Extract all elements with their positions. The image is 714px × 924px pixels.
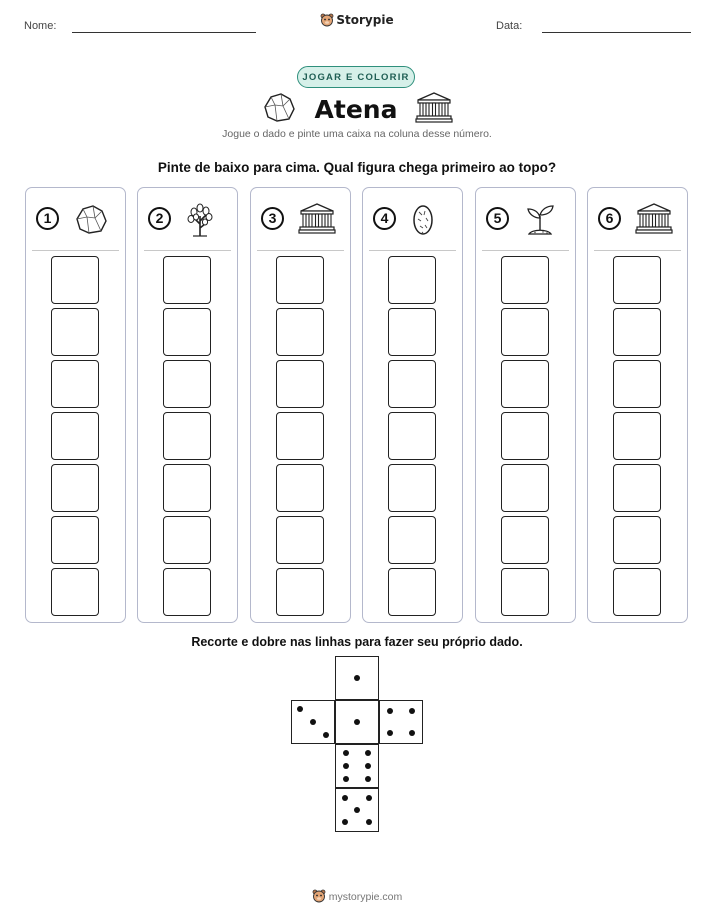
color-box[interactable] [51,464,99,512]
color-box[interactable] [163,308,211,356]
die-pip [409,708,415,714]
color-box[interactable] [51,256,99,304]
color-box[interactable] [163,360,211,408]
color-box[interactable] [388,412,436,460]
die-pip [354,675,360,681]
color-box[interactable] [501,360,549,408]
die-pip [342,819,348,825]
column-5 [475,187,576,623]
die-pip [366,795,372,801]
column-number: 2 [148,207,171,230]
color-box[interactable] [51,308,99,356]
column-2 [137,187,238,623]
color-box[interactable] [276,256,324,304]
die-pip [365,750,371,756]
brand-logo [0,13,714,27]
die-pip [366,819,372,825]
die-pip [365,776,371,782]
color-box[interactable] [163,464,211,512]
die-pip [343,763,349,769]
color-box[interactable] [388,256,436,304]
column-3 [250,187,351,623]
die-face-lower [335,744,379,788]
color-box[interactable] [388,568,436,616]
die-pip [310,719,316,725]
color-box[interactable] [501,412,549,460]
die-pip [354,719,360,725]
die-pip [387,708,393,714]
die-face-center [335,700,379,744]
color-box[interactable] [276,568,324,616]
color-box[interactable] [613,464,661,512]
column-divider [144,250,231,251]
date-line[interactable] [542,32,691,33]
column-divider [594,250,681,251]
die-face-right [379,700,423,744]
subtitle: Jogue o dado e pinte uma caixa na coluna desse número. [222,128,492,140]
color-box[interactable] [276,308,324,356]
color-box[interactable] [613,412,661,460]
title-row [0,92,714,126]
rock-icon [73,202,113,238]
page-title: Atena [314,94,398,124]
column-header [373,202,455,238]
column-divider [257,250,344,251]
die-pip [323,732,329,738]
olive-icon [410,202,450,238]
column-1 [25,187,126,623]
color-box[interactable] [501,256,549,304]
olive-tree-icon [185,202,225,238]
column-number: 1 [36,207,59,230]
column-divider [482,250,569,251]
color-box[interactable] [276,516,324,564]
column-4 [362,187,463,623]
column-number: 6 [598,207,621,230]
die-pip [354,807,360,813]
name-label: Nome: [24,20,57,32]
name-line[interactable] [72,32,256,33]
color-box[interactable] [388,360,436,408]
die-face-left [291,700,335,744]
column-6 [587,187,688,623]
color-box[interactable] [613,360,661,408]
color-box[interactable] [163,568,211,616]
die-pip [365,763,371,769]
color-box[interactable] [501,308,549,356]
color-box[interactable] [388,464,436,512]
die-pip [409,730,415,736]
color-box[interactable] [51,568,99,616]
color-box[interactable] [163,516,211,564]
color-box[interactable] [276,464,324,512]
cut-instruction: Recorte e dobre nas linhas para fazer seu próprio dado. [191,635,523,649]
storypie-mascot-icon [320,13,334,27]
footer [0,889,714,903]
die-pip [342,795,348,801]
color-box[interactable] [613,256,661,304]
die-pip [343,776,349,782]
column-header [36,202,118,238]
die-pip [343,750,349,756]
column-number: 3 [261,207,284,230]
die-pip [387,730,393,736]
column-number: 5 [486,207,509,230]
die-face-bottom [335,788,379,832]
color-box[interactable] [613,568,661,616]
color-box[interactable] [163,412,211,460]
sprout-icon [523,202,563,238]
color-box[interactable] [501,516,549,564]
color-box[interactable] [501,464,549,512]
column-header [598,202,680,238]
category-badge: JOGAR E COLORIR [297,66,415,88]
temple-icon [415,91,453,128]
brand-name: Storypie [336,13,394,27]
color-box[interactable] [51,516,99,564]
color-box[interactable] [51,412,99,460]
coloring-columns [25,187,690,624]
column-divider [32,250,119,251]
storypie-mascot-icon [312,889,326,903]
column-header [261,202,343,238]
column-divider [369,250,456,251]
color-box[interactable] [501,568,549,616]
color-box[interactable] [276,412,324,460]
column-number: 4 [373,207,396,230]
temple-icon [298,202,338,238]
die-pip [297,706,303,712]
column-header [148,202,230,238]
temple-icon [635,202,675,238]
rock-icon [261,90,297,129]
date-label: Data: [496,20,523,32]
color-box[interactable] [388,516,436,564]
color-box[interactable] [51,360,99,408]
footer-url: mystorypie.com [328,891,403,903]
column-header [486,202,568,238]
color-box[interactable] [613,516,661,564]
color-box[interactable] [613,308,661,356]
color-box[interactable] [276,360,324,408]
instruction: Pinte de baixo para cima. Qual figura chega primeiro ao topo? [157,160,557,175]
color-box[interactable] [388,308,436,356]
die-face-top [335,656,379,700]
color-box[interactable] [163,256,211,304]
